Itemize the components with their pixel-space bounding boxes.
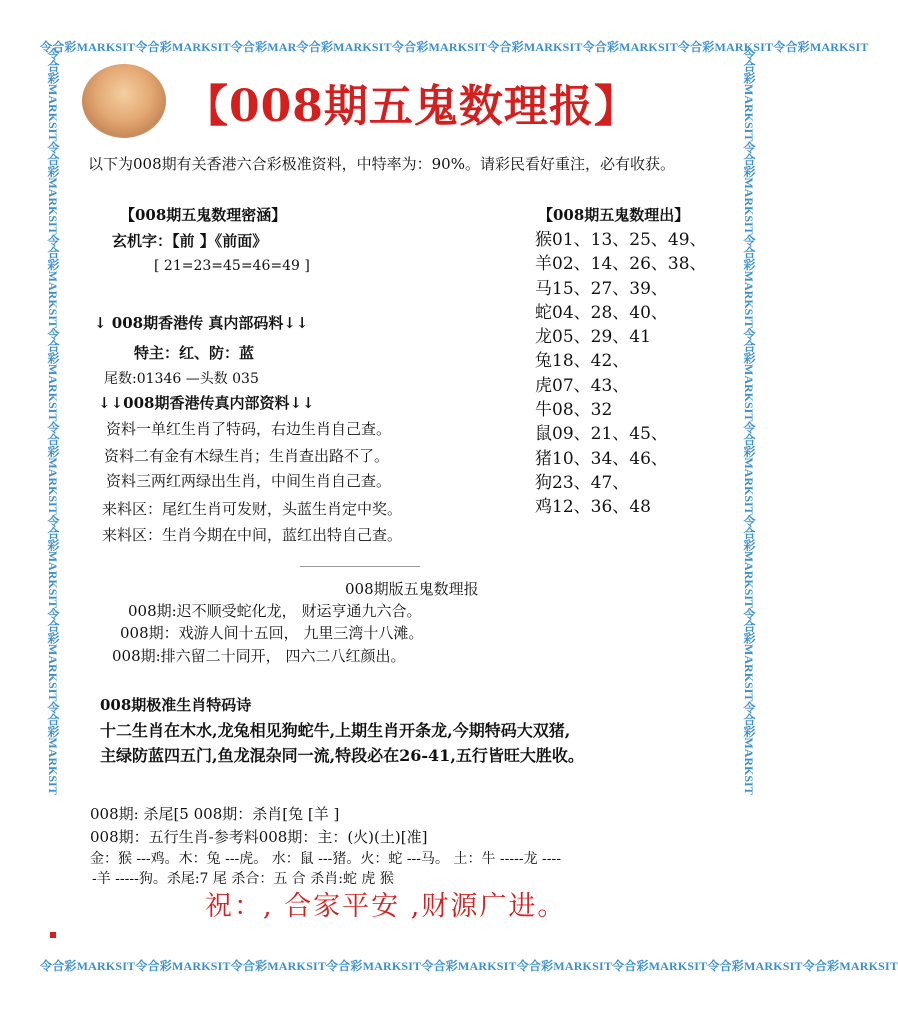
zodiac-row: 马15、27、39、 <box>535 278 668 299</box>
edition-line-2: 008期：戏游人间十五回， 九里三湾十八滩。 <box>120 624 424 642</box>
zodiac-list <box>535 228 707 520</box>
intro-text: 以下为008期有关香港六合彩极准资料，中特率为：90%。请彩民看好重注，必有收获。 <box>88 155 675 173</box>
zodiac-row: 兔18、42、 <box>535 351 630 372</box>
zodiac-row: 虎07、43、 <box>535 375 630 396</box>
red-mark <box>50 932 56 938</box>
poem-line-1: 十二生肖在木水,龙兔相见狗蛇牛,上期生肖开条龙,今期特码大双猪, <box>100 721 571 740</box>
elements-line-1: 金：猴 ---鸡。木：兔 ---虎。 水：鼠 ---猪。火：蛇 ---马。 土：牛 -----龙 ---- <box>90 851 561 867</box>
poem-line-2: 主绿防蓝四五门,鱼龙混杂同一流,特段必在26-41,五行皆旺大胜收。 <box>100 746 584 765</box>
border-right <box>740 48 758 968</box>
zodiac-row: 猪10、34、46、 <box>535 448 668 469</box>
poem-heading: 008期极准生肖特码诗 <box>100 696 252 714</box>
border-left-text: 令合彩MARKSIT令合彩MARKSIT令合彩MARKSIT令合彩MARKSIT令合彩MARKSIT令合彩MARKSIT令合彩MARKSIT令合彩MARKSIT <box>46 48 60 795</box>
kill-text: 008期: 杀尾[5 008期：杀肖[兔 [羊 ] <box>90 805 340 823</box>
border-top-text: 令合彩MARKSIT令合彩MARKSIT令合彩MAR令合彩MARKSIT令合彩MARKSIT令合彩MARKSIT令合彩MARKSIT令合彩MARKSIT令合彩MARKSIT <box>40 40 869 54</box>
info-line-1: 资料一单红生肖了特码，右边生肖自己查。 <box>106 420 392 438</box>
zodiac-row: 羊02、14、26、38、 <box>535 254 707 275</box>
edition-line-3: 008期:排六留二十同开， 四六二八红颜出。 <box>112 647 406 665</box>
edition-line-1: 008期:迟不顺受蛇化龙， 财运亨通九六合。 <box>128 602 422 620</box>
hk-heading-2: ↓↓008期香港传真内部资料↓↓ <box>98 394 315 412</box>
hk-heading-1: ↓ 008期香港传 真内部码料↓↓ <box>94 314 309 332</box>
edition-heading: 008期版五鬼数理报 <box>345 580 479 598</box>
page-title: 【008期五鬼数理报】 <box>184 81 639 132</box>
portrait-avatar <box>82 64 166 138</box>
formula-text: [ 21=23=45=46=49 ] <box>154 258 310 274</box>
border-bottom-text: 令合彩MARKSIT令合彩MARKSIT令合彩MARKSIT令合彩MARKSIT令合彩MARKSIT令合彩MARKSIT令合彩MARKSIT令合彩MARKSIT令合彩MARKSIT <box>40 959 898 973</box>
secret-heading: 【008期五鬼数理密涵】 <box>120 206 287 224</box>
info-line-2: 资料二有金有木绿生肖；生肖查出路不了。 <box>104 447 390 465</box>
special-text: 特主：红、防：蓝 <box>134 344 255 362</box>
tail-text: 尾数:01346 —头数 035 <box>104 371 259 387</box>
zodiac-row: 鸡12、36、48 <box>535 497 651 518</box>
wuxing-text: 008期：五行生肖-参考料008期：主：(火)(土)[准] <box>90 828 428 846</box>
border-right-text: 令合彩MARKSIT令合彩MARKSIT令合彩MARKSIT令合彩MARKSIT令合彩MARKSIT令合彩MARKSIT令合彩MARKSIT令合彩MARKSIT <box>742 48 756 795</box>
zodiac-row: 龙05、29、41 <box>535 327 651 348</box>
info-line-3: 资料三两红两绿出生肖，中间生肖自己查。 <box>106 472 392 490</box>
zodiac-row: 猴01、13、25、49、 <box>535 230 707 250</box>
zodiac-heading: 【008期五鬼数理出】 <box>538 206 690 224</box>
zodiac-row: 蛇04、28、40、 <box>535 302 668 323</box>
info-line-4: 来料区：尾红生肖可发财，头蓝生肖定中奖。 <box>102 500 403 518</box>
zodiac-row: 牛08、32 <box>535 400 613 421</box>
divider <box>300 566 420 567</box>
zodiac-row: 鼠09、21、45、 <box>535 424 668 445</box>
blessing-text: 祝：, 合家平安 ,财源广进。 <box>205 891 567 922</box>
info-line-5: 来料区：生肖今期在中间，蓝红出特自己查。 <box>102 526 403 544</box>
xuanji-text: 玄机字：【前 】《前面》 <box>112 232 268 250</box>
elements-line-2: -羊 -----狗。杀尾:7 尾 杀合：五 合 杀肖:蛇 虎 猴 <box>92 871 394 887</box>
border-left <box>44 48 62 968</box>
zodiac-row: 狗23、47、 <box>535 472 630 493</box>
